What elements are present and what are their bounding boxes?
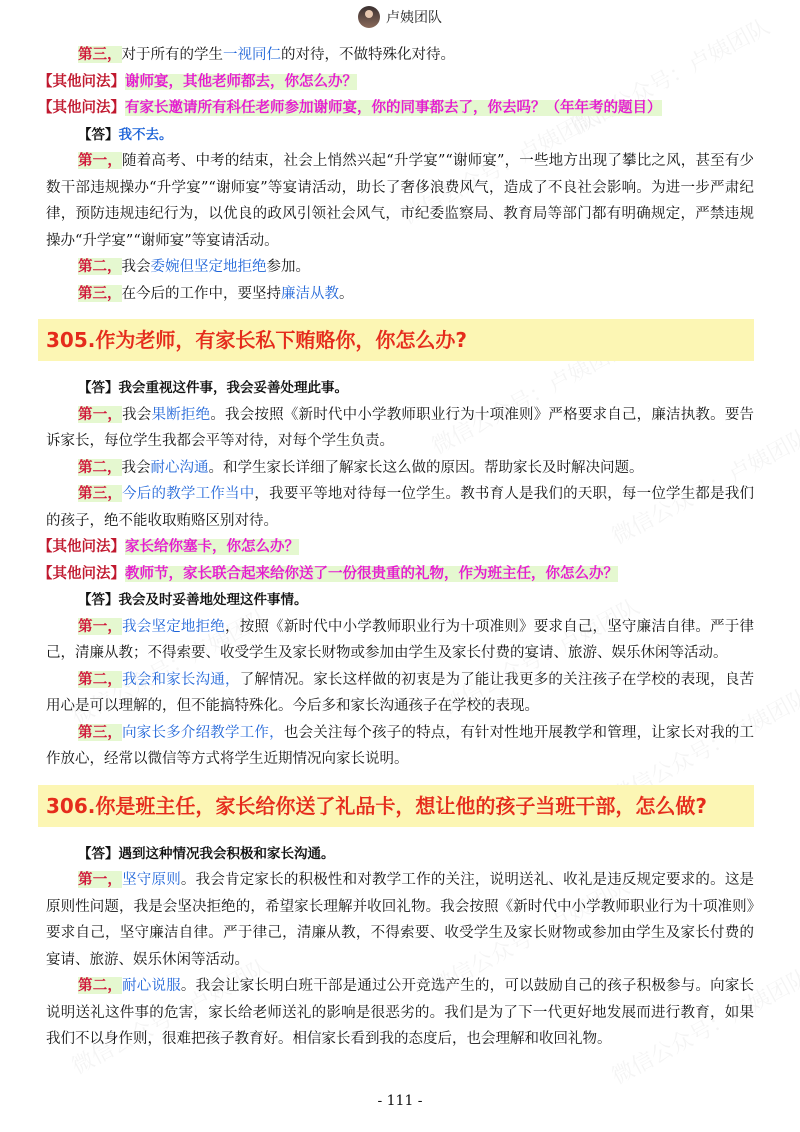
alt-question-tag: 【其他问法】: [38, 565, 125, 582]
answer-paragraph: [46, 254, 754, 281]
alt-question: [38, 69, 754, 96]
answer-paragraph: [46, 481, 754, 534]
paragraph-text: ，按照《新时代中小学教师职业行为十项准则》要求自己，坚守廉洁自律。严于律己，清廉从教；不得索要、收受学生及家长财物或参加由学生及家长付费的宴请、旅游、娱乐休闲等活动。: [46, 618, 755, 661]
paragraph-text: 。我会按照《新时代中小学教师职业行为十项准则》严格要求自己，廉洁执教。要告诉家长，每位学生我都会平等对待，对每个学生负责。: [46, 406, 755, 449]
paragraph-text: 对于所有的学生: [121, 47, 223, 63]
alt-question: [38, 561, 754, 588]
answer-text: 我不去。: [118, 126, 173, 143]
keyword-highlight: 向家长多介绍教学工作，: [122, 724, 284, 741]
answer-line: [46, 122, 754, 149]
keyword-highlight: 耐心说服: [122, 978, 181, 994]
paragraph-text: 我会: [122, 406, 152, 423]
point-label: 第二，: [78, 258, 122, 275]
page-number: - 111 -: [377, 1093, 423, 1109]
answer-tag: 【答】: [78, 592, 119, 608]
section-heading: 306.你是班主任，家长给你送了礼品卡，想让他的孩子当班干部，怎么做?: [38, 785, 754, 827]
paragraph-text: 了解情况。家长这样做的初衷是为了能让我更多的关注孩子在学校的表现，良苦用心是可以理解的，但不能搞特殊化。今后多和家长沟通孩子在学校的表现。: [46, 671, 755, 714]
keyword-highlight: 我会坚定地拒绝: [122, 618, 226, 635]
keyword-highlight: 果断拒绝: [151, 406, 211, 423]
point-label: 第二，: [78, 458, 122, 476]
point-label: 第一，: [78, 152, 123, 169]
alt-question: [38, 95, 754, 122]
paragraph-text: 。我会肯定家长的积极性和对教学工作的关注，说明送礼、收礼是违反规定要求的。这是原则性问题，我是会坚决拒绝的，希望家长理解并收回礼物。我会按照《新时代中小学教师职业行为十项准则》要求自己，坚守廉洁自律。严于律己，清廉从教，不得索要、收受学生及家长财物或参加由学生及家长付费的宴请、旅游、娱乐休闲等活动。: [46, 872, 755, 968]
answer-paragraph: [46, 614, 754, 667]
paragraph-text: ，我要平等地对待每一位学生。教书育人是我们的天职，每一位学生都是我们的孩子，绝不能收取贿赂区别对待。: [46, 486, 755, 529]
point-label: 第三，: [78, 284, 122, 302]
section-heading: 305.作为老师，有家长私下贿赂你，你怎么办?: [38, 319, 754, 361]
alt-question-text: 教师节，家长联合起来给你送了一份很贵重的礼物，作为班主任，你怎么办？: [125, 565, 618, 582]
answer-paragraph: [46, 402, 754, 455]
keyword-highlight: 一视同仁: [223, 47, 281, 63]
point-label: 第三，: [78, 46, 122, 63]
point-label: 第一，: [78, 617, 123, 635]
alt-question-text: 家长给你塞卡，你怎么办？: [125, 539, 299, 555]
answer-paragraph: [46, 667, 754, 720]
point-label: 第一，: [78, 871, 123, 888]
answer-text: 遇到这种情况我会积极和家长沟通。: [118, 845, 335, 862]
page-header: [0, 6, 800, 40]
answer-tag: 【答】: [78, 845, 119, 862]
header-title: 卢姨团队: [386, 10, 442, 26]
keyword-highlight: 坚守原则: [122, 872, 181, 888]
alt-question-text: 有家长邀请所有科任老师参加谢师宴，你的同事都去了，你去吗？（年年考的题目）: [125, 100, 662, 116]
answer-paragraph: [46, 455, 754, 482]
keyword-highlight: 廉洁从教: [281, 285, 339, 302]
answer-line: [46, 375, 754, 402]
answer-tag: 【答】: [78, 380, 119, 396]
paragraph-text: 。我会让家长明白班干部是通过公开竞选产生的，可以鼓励自己的孩子积极参与。向家长说明送礼这件事的危害，家长给老师送礼的影响是很恶劣的。我们是为了下一代更好地发展而进行教育，如果我们不以身作则，很难把孩子教育好。相信家长看到我的态度后，也会理解和收回礼物。: [46, 978, 755, 1047]
alt-question-tag: 【其他问法】: [38, 539, 125, 555]
alt-question-text: 谢师宴，其他老师都去，你怎么办？: [125, 73, 357, 90]
alt-question-tag: 【其他问法】: [38, 73, 125, 90]
answer-paragraph: [46, 148, 754, 254]
keyword-highlight: 委婉但坚定地拒绝: [150, 259, 267, 275]
point-label: 第三，: [78, 723, 123, 741]
answer-paragraph: [46, 720, 754, 773]
paragraph-text: 我会: [121, 459, 151, 476]
point-label: 第二，: [78, 977, 123, 994]
answer-line: [46, 587, 754, 614]
point-label: 第二，: [78, 670, 123, 688]
answer-text: 我会及时妥善地处理这件事情。: [118, 592, 308, 608]
paragraph-text: 参加。: [266, 259, 310, 275]
paragraph-text: 我会: [121, 259, 151, 275]
paragraph-text: 随着高考、中考的结束，社会上悄然兴起“升学宴”“谢师宴”，一些地方出现了攀比之风，甚至有少数干部违规操办“升学宴”“谢师宴”等宴请活动，助长了奢侈浪费风气，造成了不良社会影响。为进一步严肃纪律，预防违规违纪行为，以优良的政风引领社会风气，市纪委监察局、教育局等部门都有明确规定，严禁违规操办“升学宴”“谢师宴”等宴请活动。: [46, 153, 754, 249]
keyword-highlight: 我会和家长沟通，: [122, 671, 240, 688]
paragraph-text: 。: [339, 285, 354, 302]
document-body: [38, 42, 755, 1053]
answer-paragraph: [46, 42, 754, 69]
answer-text: 我会重视这件事，我会妥善处理此事。: [118, 380, 348, 396]
answer-paragraph: [46, 973, 754, 1053]
point-label: 第一，: [78, 405, 123, 423]
paragraph-text: 的对待，不做特殊化对待。: [281, 47, 455, 63]
answer-paragraph: [46, 867, 754, 973]
alt-question-tag: 【其他问法】: [38, 100, 125, 116]
keyword-highlight: 耐心沟通: [150, 459, 209, 476]
answer-paragraph: [46, 281, 754, 308]
avatar-icon: [358, 6, 380, 28]
alt-question: [38, 534, 754, 561]
paragraph-text: 在今后的工作中，要坚持: [121, 285, 281, 302]
answer-line: [46, 841, 754, 868]
keyword-highlight: 今后的教学工作当中: [122, 486, 255, 502]
point-label: 第三，: [78, 485, 123, 502]
answer-tag: 【答】: [78, 126, 119, 143]
paragraph-text: 也会关注每个孩子的特点，有针对性地开展教学和管理，让家长对我的工作放心，经常以微信等方式将学生近期情况向家长说明。: [46, 724, 755, 767]
paragraph-text: 。和学生家长详细了解家长这么做的原因。帮助家长及时解决问题。: [208, 459, 644, 476]
